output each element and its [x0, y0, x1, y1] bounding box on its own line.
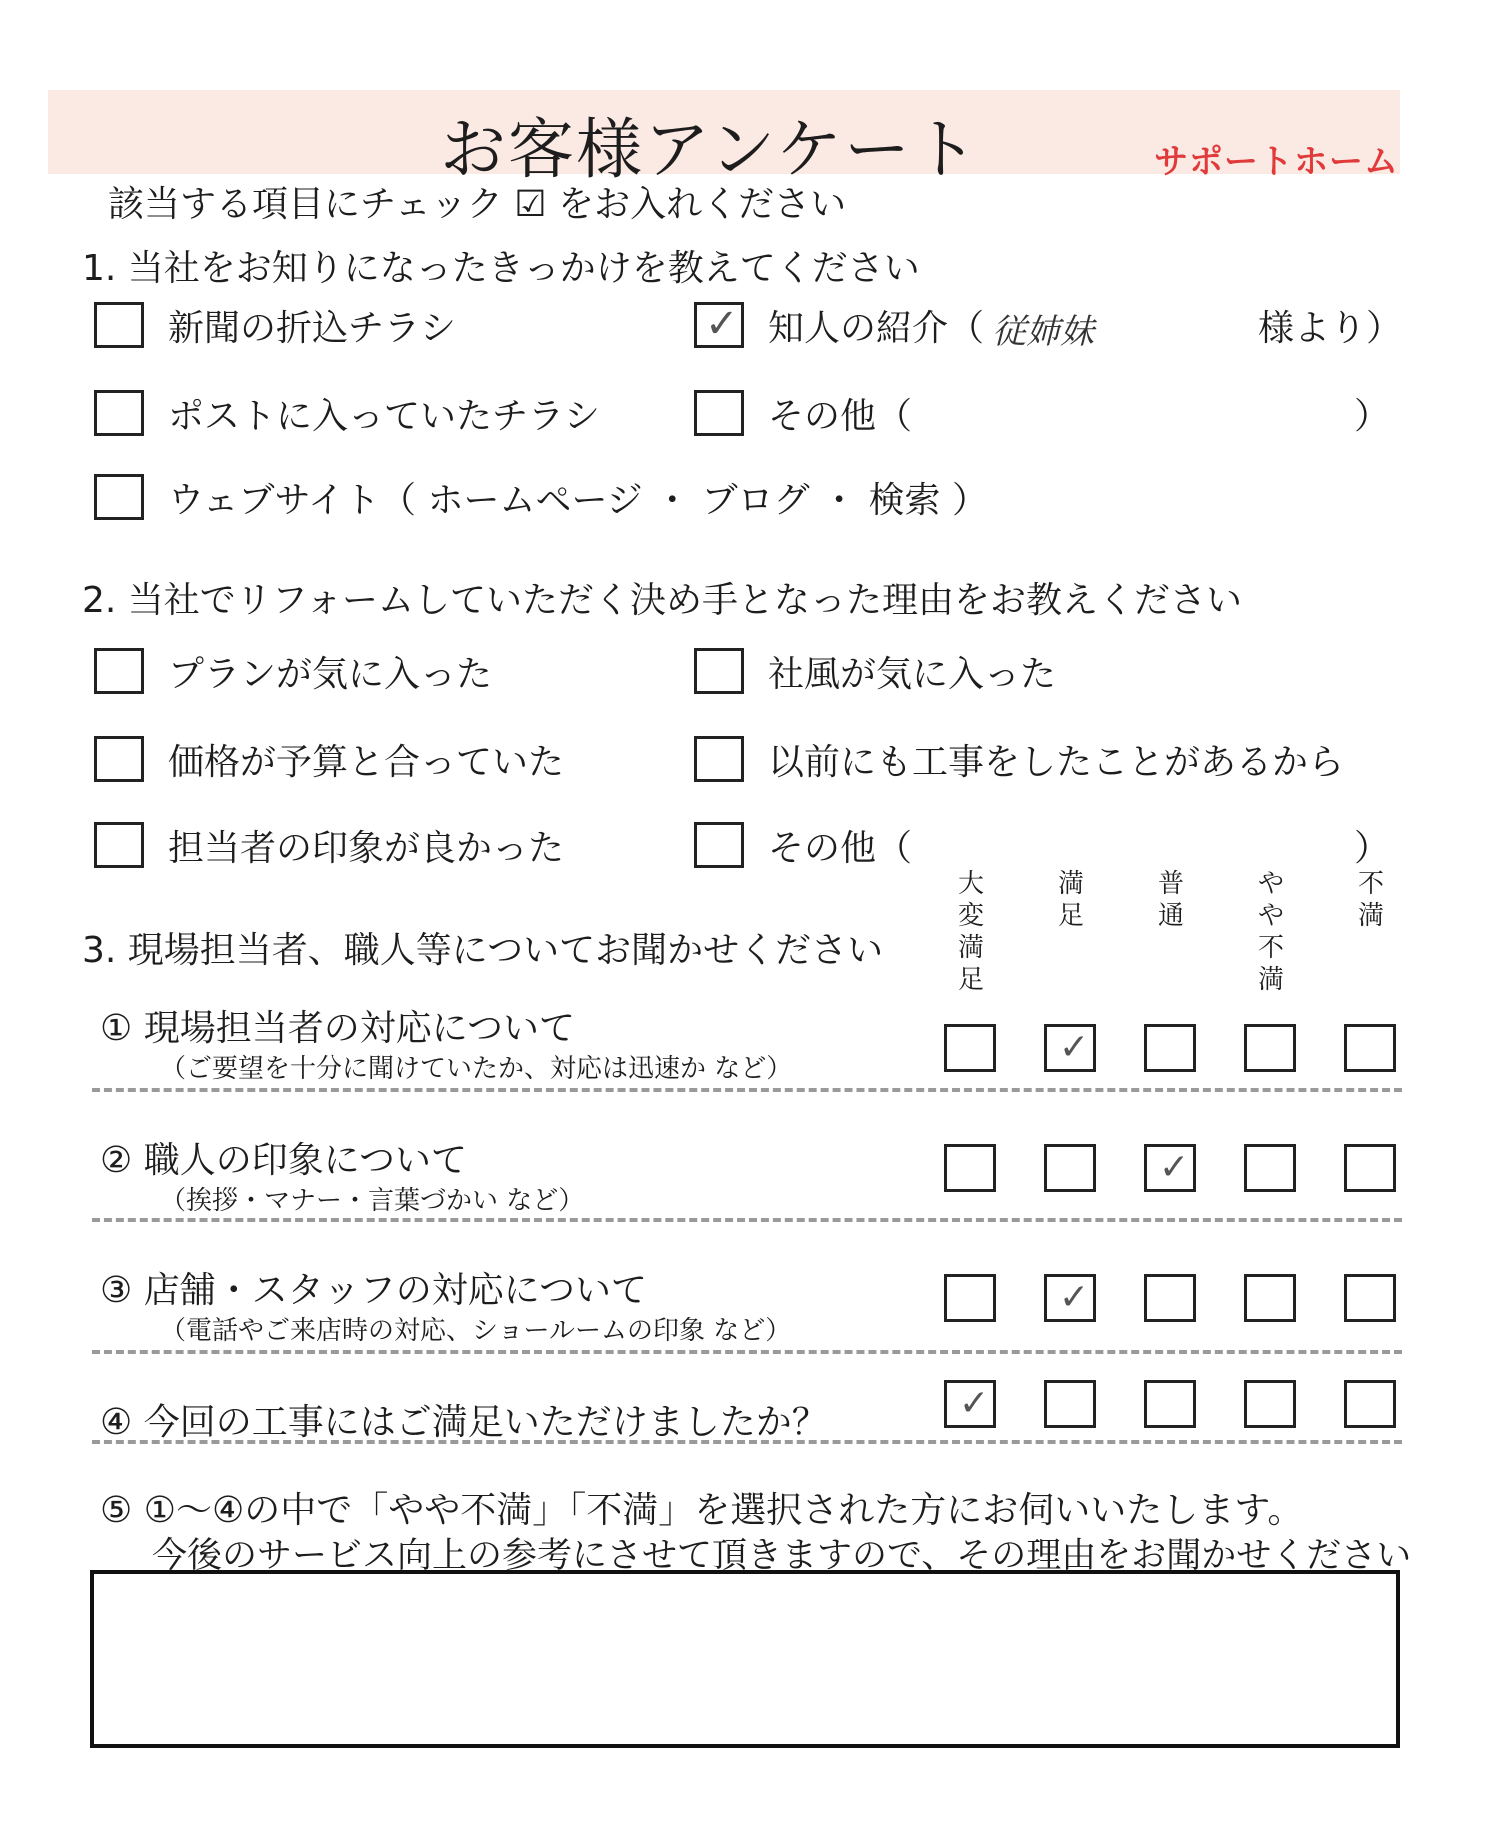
rating-checkbox[interactable]	[944, 1144, 996, 1192]
divider	[92, 1218, 1402, 1222]
scale-header: やや不満	[1257, 869, 1284, 995]
rating-checkbox[interactable]	[1244, 1380, 1296, 1428]
q1-checkbox-newspaper[interactable]	[94, 302, 144, 348]
rating-checkbox[interactable]	[1144, 1274, 1196, 1322]
q5-question: ⑤ ①～④の中で「やや不満」「不満」を選択された方にお伺いいたします。	[100, 1490, 1304, 1531]
q3-item-label: ④ 今回の工事にはご満足いただけましたか？	[100, 1402, 828, 1443]
q2-checkbox-company-culture[interactable]	[694, 648, 744, 694]
check-mark-icon: ✓	[959, 1383, 990, 1424]
page-title: お客様アンケート	[440, 111, 981, 188]
divider	[92, 1350, 1402, 1354]
rating-checkbox[interactable]	[1344, 1024, 1396, 1072]
check-mark-icon: ✓	[705, 301, 739, 347]
rating-checkbox[interactable]	[1244, 1274, 1296, 1322]
check-mark-icon: ✓	[1059, 1027, 1090, 1068]
divider	[92, 1440, 1402, 1444]
q3-item-label: ② 職人の印象について	[100, 1140, 467, 1181]
rating-checkbox[interactable]	[1044, 1380, 1096, 1428]
q1-option-suffix: 様より）	[1258, 308, 1403, 349]
rating-checkbox[interactable]	[944, 1274, 996, 1322]
handwritten-referrer: 従姉妹	[992, 312, 1094, 352]
rating-checkbox[interactable]	[1044, 1274, 1096, 1322]
q2-option-label: 担当者の印象が良かった	[168, 828, 565, 869]
check-mark-icon: ✓	[1059, 1277, 1090, 1318]
q2-option-label: 価格が予算と合っていた	[168, 742, 565, 783]
q1-option-label: 知人の紹介（	[768, 308, 985, 349]
q3-title: 3. 現場担当者、職人等についてお聞かせください	[82, 930, 884, 971]
q1-option-label: その他（	[768, 396, 913, 437]
q2-checkbox-price[interactable]	[94, 736, 144, 782]
instruction-text: 該当する項目にチェック ☑ をお入れください	[108, 184, 847, 225]
q1-title: 1. 当社をお知りになったきっかけを教えてください	[82, 248, 920, 289]
rating-checkbox[interactable]	[1044, 1144, 1096, 1192]
q1-checkbox-other[interactable]	[694, 390, 744, 436]
q3-item-sub: （挨拶・マナー・言葉づかい など）	[160, 1186, 585, 1216]
q1-option-label: ポストに入っていたチラシ	[168, 396, 601, 437]
q2-option-label: プランが気に入った	[168, 654, 493, 695]
q1-checkbox-website[interactable]	[94, 474, 144, 520]
q2-option-label: 以前にも工事をしたことがあるから	[768, 742, 1345, 783]
q3-item-sub: （ご要望を十分に聞けていたか、対応は迅速か など）	[160, 1054, 793, 1084]
q3-item-label: ③ 店舗・スタッフの対応について	[100, 1270, 647, 1311]
rating-checkbox[interactable]	[1244, 1144, 1296, 1192]
rating-checkbox[interactable]	[1144, 1024, 1196, 1072]
q2-checkbox-other[interactable]	[694, 822, 744, 868]
q2-option-label: その他（	[768, 828, 913, 869]
rating-checkbox[interactable]	[1344, 1274, 1396, 1322]
rating-checkbox[interactable]	[1044, 1024, 1096, 1072]
q2-checkbox-plan[interactable]	[94, 648, 144, 694]
rating-checkbox[interactable]	[944, 1024, 996, 1072]
q2-checkbox-previous-work[interactable]	[694, 736, 744, 782]
reason-answer-box[interactable]	[90, 1570, 1400, 1748]
check-mark-icon: ✓	[1159, 1147, 1190, 1188]
q2-checkbox-staff-impression[interactable]	[94, 822, 144, 868]
rating-checkbox[interactable]	[1144, 1144, 1196, 1192]
divider	[92, 1088, 1402, 1092]
q1-option-suffix: ）	[1354, 396, 1391, 437]
scale-header: 不満	[1357, 869, 1384, 931]
scale-header: 大変満足	[957, 869, 984, 995]
q1-checkbox-post-flyer[interactable]	[94, 390, 144, 436]
rating-checkbox[interactable]	[1344, 1380, 1396, 1428]
scale-header: 普通	[1157, 869, 1184, 931]
rating-checkbox[interactable]	[944, 1380, 996, 1428]
rating-checkbox[interactable]	[1244, 1024, 1296, 1072]
q1-checkbox-referral[interactable]	[694, 302, 744, 348]
q2-option-label: 社風が気に入った	[768, 654, 1057, 695]
rating-checkbox[interactable]	[1344, 1144, 1396, 1192]
rating-checkbox[interactable]	[1144, 1380, 1196, 1428]
brand-logo: サポートホーム	[1154, 142, 1399, 182]
q3-item-label: ① 現場担当者の対応について	[100, 1008, 575, 1049]
q1-option-label: ウェブサイト（ ホームページ ・ ブログ ・ 検索 ）	[168, 480, 988, 521]
q2-title: 2. 当社でリフォームしていただく決め手となった理由をお教えください	[82, 580, 1242, 621]
q5-question-sub: 今後のサービス向上の参考にさせて頂きますので、その理由をお聞かせください	[152, 1536, 1412, 1576]
q3-item-sub: （電話やご来店時の対応、ショールームの印象 など）	[160, 1316, 792, 1346]
q2-option-suffix: ）	[1354, 828, 1391, 869]
q1-option-label: 新聞の折込チラシ	[168, 308, 457, 349]
scale-header: 満足	[1057, 869, 1084, 931]
